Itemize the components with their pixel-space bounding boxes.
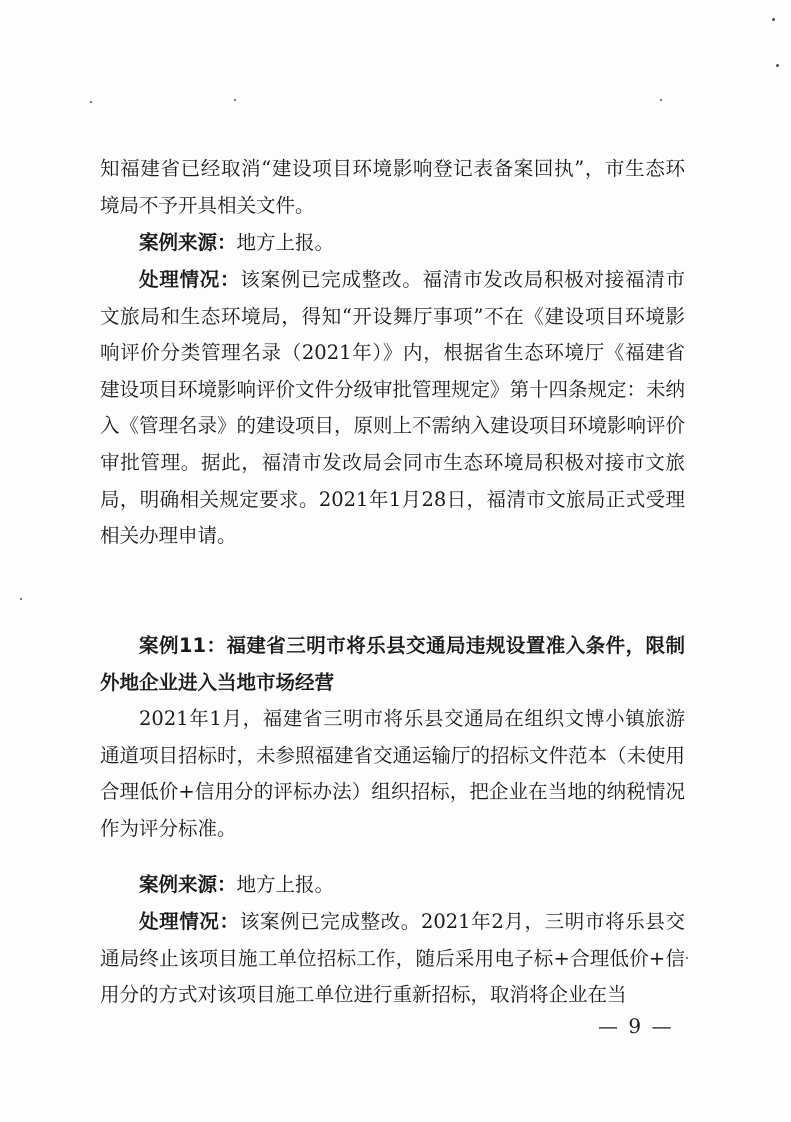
case-11-handling-text: 该案例已完成整改。2021年2月，三明市将乐县交通局终止该项目施工单位招标工作，随后采用电子标+合理低价+信用分的方式对该项目施工单位进行重新招标，取消将企业在当 bbox=[100, 910, 685, 1007]
scan-speck bbox=[686, 957, 688, 959]
scan-speck bbox=[234, 99, 236, 101]
handling-text: 该案例已完成整改。福清市发改局积极对接福清市文旅局和生态环境局，得知“开设舞厅事项”不在《建设项目环境影响评价分类管理名录（2021年）》内，根据省生态环境厅《福建省建设项目环境影响评价文件分级审批管理规定》第十四条规定：未纳入《管理名录》的建设项目，原则上不需纳入建设项目环境影响评价审批管理。据此，福清市发改局会同市生态环境局积极对接市文旅局，明确相关规定要求。2021年1月28日，福清市文旅局正式受理相关办理申请。 bbox=[100, 268, 686, 548]
case-11-handling bbox=[100, 904, 685, 1014]
case-source-text: 地方上报。 bbox=[236, 231, 335, 254]
paragraph-handling bbox=[100, 262, 685, 555]
case-11-body: 2021年1月，福建省三明市将乐县交通局在组织文博小镇旅游通道项目招标时，未参照福建省交通运输厅的招标文件范本（未使用合理低价+信用分的评标办法）组织招标，把企业在当地的纳税情况作为评分标准。 bbox=[100, 707, 686, 840]
handling-label: 处理情况： bbox=[139, 268, 241, 291]
scan-speck bbox=[772, 18, 775, 21]
case-11-source-label: 案例来源： bbox=[139, 873, 237, 896]
scan-speck bbox=[90, 101, 92, 103]
case-11-source bbox=[100, 867, 685, 904]
page-number: — 9 — bbox=[598, 1014, 674, 1038]
case-11-source-text: 地方上报。 bbox=[236, 873, 335, 896]
paragraph-continuation: 知福建省已经取消“建设项目环境影响登记表备案回执”，市生态环境局不予开具相关文件。 bbox=[100, 157, 685, 217]
scan-speck bbox=[660, 99, 662, 101]
case-11-heading: 案例11：福建省三明市将乐县交通局违规设置准入条件，限制外地企业进入当地市场经营 bbox=[100, 634, 685, 694]
case-source-label: 案例来源： bbox=[139, 231, 237, 254]
scan-speck bbox=[776, 64, 779, 67]
scan-speck bbox=[20, 598, 22, 600]
case-11-handling-label: 处理情况： bbox=[139, 910, 240, 933]
paragraph-case-source bbox=[100, 225, 685, 262]
